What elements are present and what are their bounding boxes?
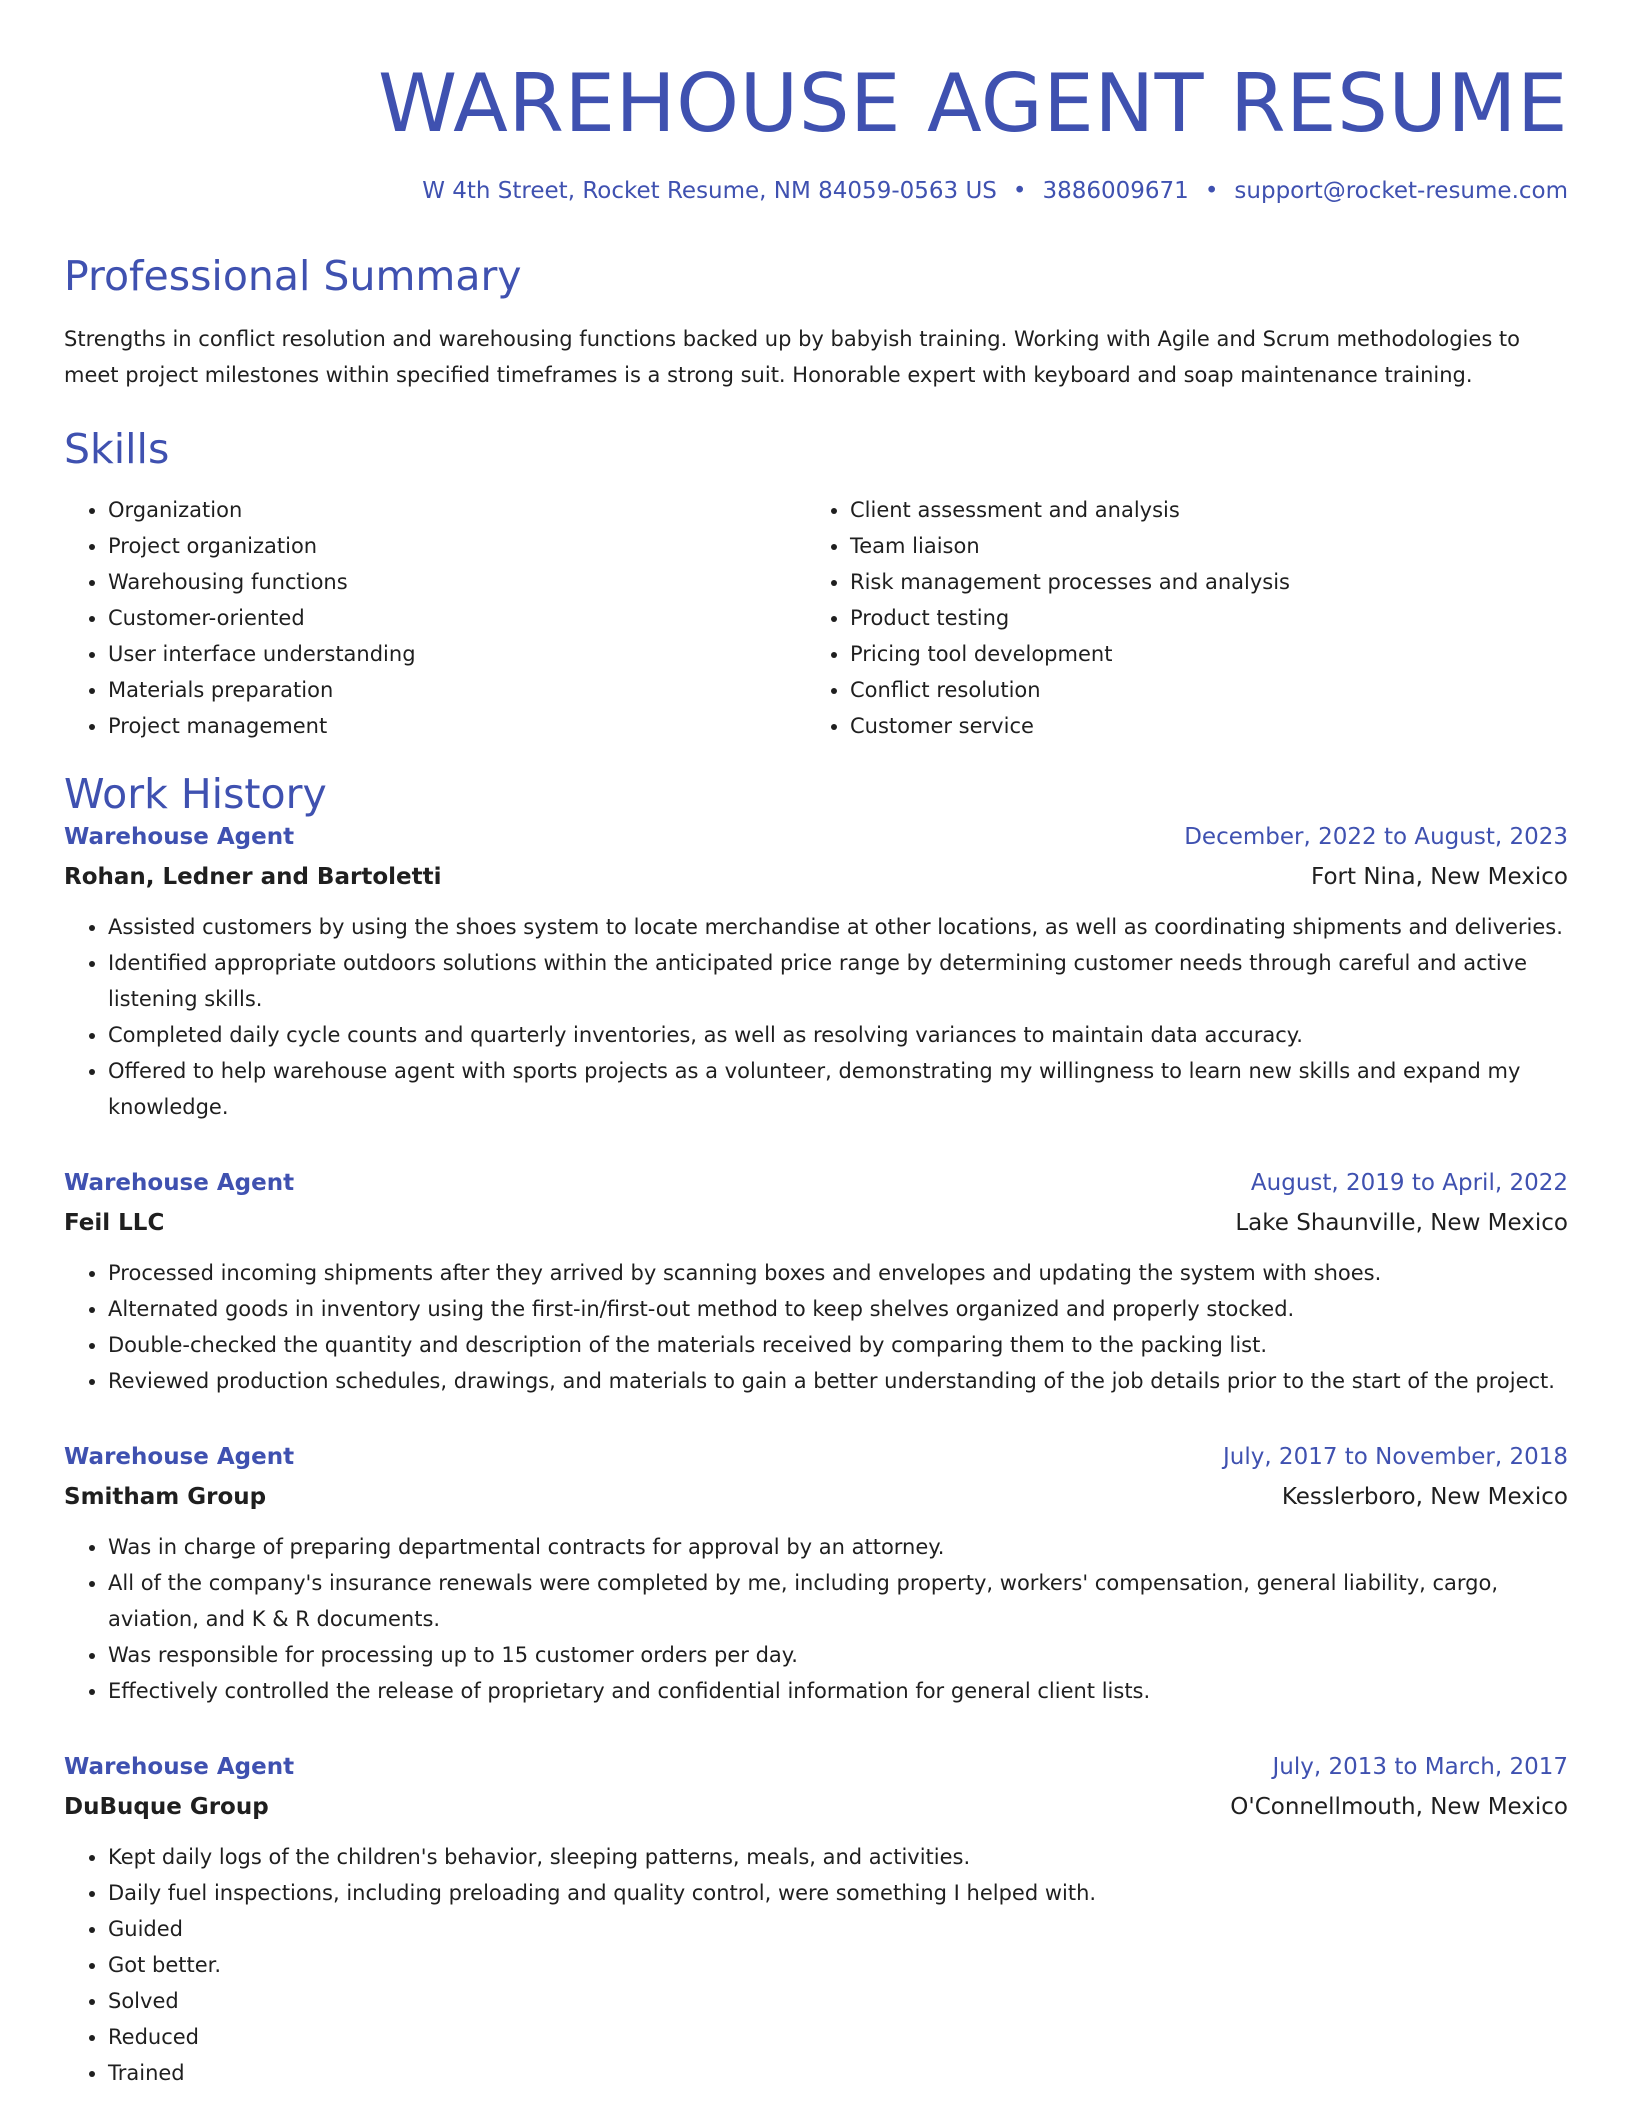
skill-item: • Materials preparation bbox=[108, 672, 806, 708]
job-bullets bbox=[64, 1529, 1568, 1709]
job-title: Warehouse Agent bbox=[64, 1170, 295, 1197]
job-bullet: • Completed daily cycle counts and quarterly inventories, as well as resolving variances to maintain data accuracy. bbox=[108, 1017, 1568, 1053]
job-dates: August, 2019 to April, 2022 bbox=[1250, 1170, 1568, 1197]
job-company-row bbox=[64, 1477, 1568, 1517]
work-history-list bbox=[64, 817, 1568, 2091]
job-title-row bbox=[64, 1747, 1568, 1787]
job-entry bbox=[64, 1163, 1568, 1399]
job-company: Feil LLC bbox=[64, 1210, 165, 1237]
contact-email: support@rocket-resume.com bbox=[1234, 178, 1568, 204]
job-bullet: • Double-checked the quantity and description of the materials received by comparing them to the packing list. bbox=[108, 1327, 1568, 1363]
skill-item: • Conflict resolution bbox=[850, 672, 1550, 708]
job-bullet: • Was in charge of preparing departmental contracts for approval by an attorney. bbox=[108, 1529, 1568, 1565]
job-company: Rohan, Ledner and Bartoletti bbox=[64, 864, 442, 891]
job-location: Fort Nina, New Mexico bbox=[1311, 864, 1568, 891]
job-title: Warehouse Agent bbox=[64, 824, 295, 851]
contact-info bbox=[64, 178, 1568, 204]
job-bullet: • Daily fuel inspections, including preloading and quality control, were something I helped with. bbox=[108, 1875, 1568, 1911]
job-title-row bbox=[64, 1163, 1568, 1203]
skill-item: • Risk management processes and analysis bbox=[850, 564, 1550, 600]
job-bullet: • Reduced bbox=[108, 2019, 1568, 2055]
job-company-row bbox=[64, 1787, 1568, 1827]
skill-item: • User interface understanding bbox=[108, 636, 806, 672]
job-bullet: • All of the company's insurance renewals were completed by me, including property, workers' compensation, general liability, cargo, aviation, and K & R documents. bbox=[108, 1565, 1568, 1637]
contact-address: W 4th Street, Rocket Resume, NM 84059-0563 US bbox=[422, 178, 997, 204]
job-bullet: • Guided bbox=[108, 1911, 1568, 1947]
job-bullet: • Reviewed production schedules, drawings, and materials to gain a better understanding of the job details prior to the start of the project. bbox=[108, 1363, 1568, 1399]
job-bullet: • Kept daily logs of the children's behavior, sleeping patterns, meals, and activities. bbox=[108, 1839, 1568, 1875]
skills-column-left bbox=[64, 492, 806, 744]
job-entry bbox=[64, 1437, 1568, 1709]
job-bullets bbox=[64, 1839, 1568, 2091]
job-entry bbox=[64, 817, 1568, 1125]
resume-page bbox=[64, 0, 1568, 2112]
job-bullet: • Offered to help warehouse agent with sports projects as a volunteer, demonstrating my willingness to learn new skills and expand my knowledge. bbox=[108, 1053, 1568, 1125]
skill-item: • Project organization bbox=[108, 528, 806, 564]
summary-heading: Professional Summary bbox=[64, 252, 522, 300]
job-dates: December, 2022 to August, 2023 bbox=[1184, 824, 1568, 851]
job-location: O'Connellmouth, New Mexico bbox=[1230, 1794, 1568, 1821]
job-location: Lake Shaunville, New Mexico bbox=[1235, 1210, 1568, 1237]
skill-item: • Client assessment and analysis bbox=[850, 492, 1550, 528]
job-bullet: • Assisted customers by using the shoes system to locate merchandise at other locations, as well as coordinating shipments and deliveries. bbox=[108, 909, 1568, 945]
job-title: Warehouse Agent bbox=[64, 1444, 295, 1471]
job-entry bbox=[64, 1747, 1568, 2091]
skill-item: • Pricing tool development bbox=[850, 636, 1550, 672]
job-company-row bbox=[64, 1203, 1568, 1243]
job-title-row bbox=[64, 817, 1568, 857]
job-bullet: • Identified appropriate outdoors solutions within the anticipated price range by determining customer needs through careful and active listening skills. bbox=[108, 945, 1568, 1017]
skill-item: • Team liaison bbox=[850, 528, 1550, 564]
job-location: Kesslerboro, New Mexico bbox=[1281, 1484, 1568, 1511]
job-bullet: • Processed incoming shipments after they arrived by scanning boxes and envelopes and updating the system with shoes. bbox=[108, 1255, 1568, 1291]
job-company: Smitham Group bbox=[64, 1484, 267, 1511]
job-company-row bbox=[64, 857, 1568, 897]
job-bullets bbox=[64, 909, 1568, 1125]
job-dates: July, 2013 to March, 2017 bbox=[1272, 1754, 1568, 1781]
job-bullet: • Was responsible for processing up to 15 customer orders per day. bbox=[108, 1637, 1568, 1673]
job-title: Warehouse Agent bbox=[64, 1754, 295, 1781]
job-bullet: • Solved bbox=[108, 1983, 1568, 2019]
contact-separator: • bbox=[1204, 178, 1219, 204]
contact-phone: 3886009671 bbox=[1042, 178, 1189, 204]
skill-item: • Product testing bbox=[850, 600, 1550, 636]
skill-item: • Project management bbox=[108, 708, 806, 744]
contact-separator: • bbox=[1012, 178, 1027, 204]
skills-heading: Skills bbox=[64, 425, 170, 474]
skill-item: • Customer service bbox=[850, 708, 1550, 744]
resume-title: WAREHOUSE AGENT RESUME bbox=[377, 57, 1568, 150]
work-history-heading: Work History bbox=[64, 770, 327, 819]
skill-item: • Warehousing functions bbox=[108, 564, 806, 600]
skills-list bbox=[64, 492, 1568, 744]
skills-column-right bbox=[806, 492, 1550, 744]
job-bullet: • Effectively controlled the release of proprietary and confidential information for general client lists. bbox=[108, 1673, 1568, 1709]
summary-text: Strengths in conflict resolution and warehousing functions backed up by babyish training. Working with Agile and Scrum methodologies to meet project milestones within specified timeframes is a strong suit. Honorable expert with keyboard and soap maintenance training. bbox=[64, 327, 1521, 388]
job-bullet: • Got better. bbox=[108, 1947, 1568, 1983]
job-dates: July, 2017 to November, 2018 bbox=[1222, 1444, 1568, 1471]
job-bullet: • Trained bbox=[108, 2055, 1568, 2091]
job-title-row bbox=[64, 1437, 1568, 1477]
job-company: DuBuque Group bbox=[64, 1794, 269, 1821]
skill-item: • Customer-oriented bbox=[108, 600, 806, 636]
skill-item: • Organization bbox=[108, 492, 806, 528]
job-bullets bbox=[64, 1255, 1568, 1399]
job-bullet: • Alternated goods in inventory using the first-in/first-out method to keep shelves organized and properly stocked. bbox=[108, 1291, 1568, 1327]
